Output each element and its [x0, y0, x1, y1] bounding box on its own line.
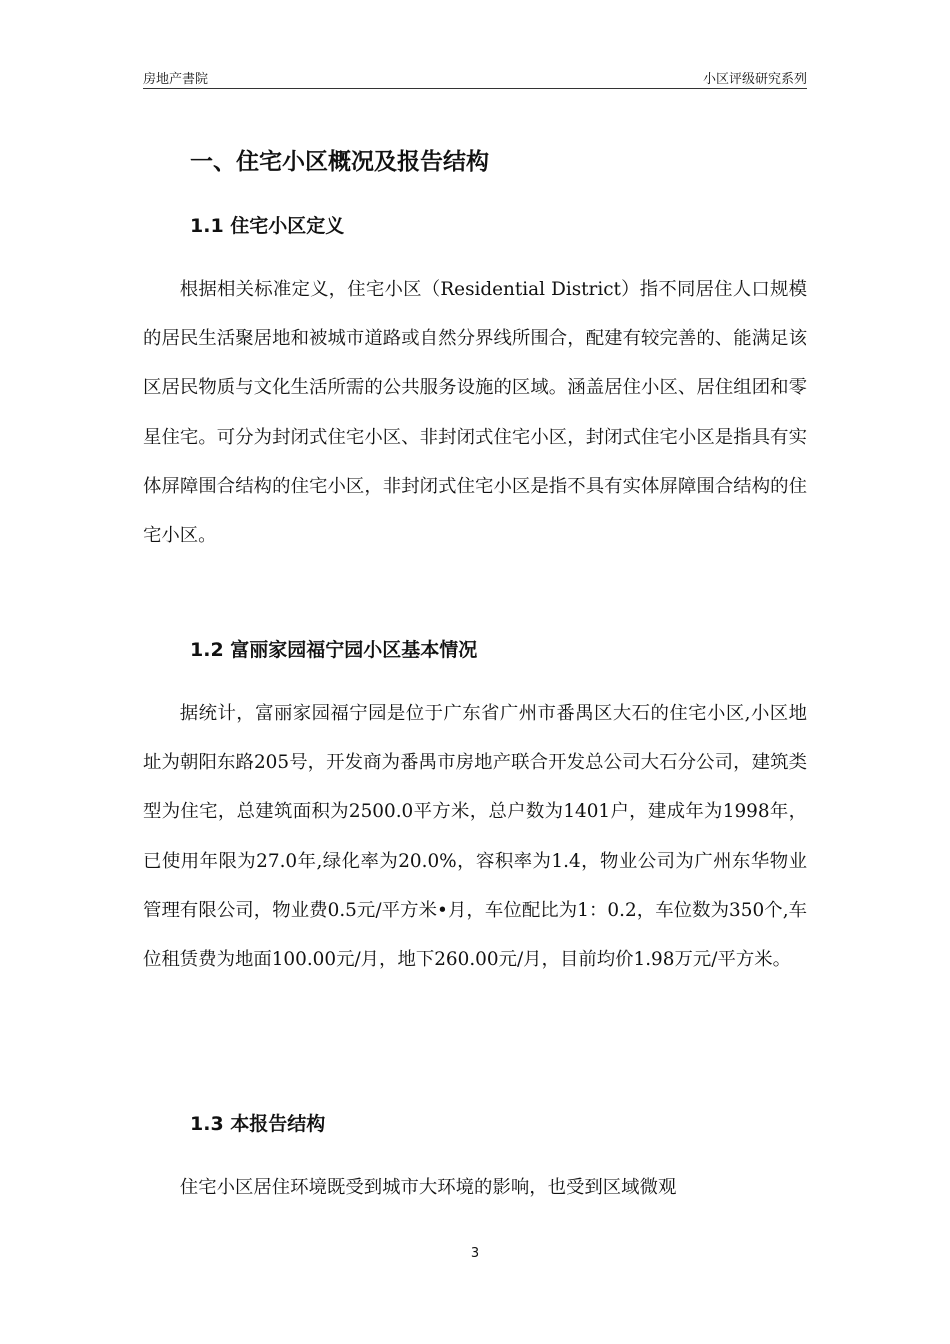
- section-title: 一、住宅小区概况及报告结构: [190, 149, 489, 175]
- page-header: [143, 66, 807, 89]
- paragraph-1-3: 住宅小区居住环境既受到城市大环境的影响，也受到区域微观: [179, 1177, 677, 1198]
- header-right-text: 小区评级研究系列: [702, 72, 807, 87]
- paragraph-1-2: 据统计，富丽家园福宁园是位于广东省广州市番禺区大石的住宅小区,小区地址为朝阳东路205号，开发商为番禺市房地产联合开发总公司大石分公司，建筑类型为住宅，总建筑面积为2500.0平方米，总户数为1401户，建成年为1998年，已使用年限为27.0年,绿化率为20.0%，容积率为1.4，物业公司为广州东华物业管理有限公司，物业费0.5元/平方米•月，车位配比为1：0.2，车位数为350个,车位租赁费为地面100.00元/月，地下260.00元/月，目前均价1.98万元/平方米。: [143, 703, 808, 971]
- heading-1-3: 1.3 本报告结构: [190, 1113, 326, 1135]
- heading-1-2: 1.2 富丽家园福宁园小区基本情况: [190, 639, 478, 661]
- header-left-text: 房地产書院: [143, 72, 209, 87]
- paragraph-1-1: 根据相关标准定义，住宅小区（Residential District）指不同居住人口规模的居民生活聚居地和被城市道路或自然分界线所围合，配建有较完善的、能满足该区居民物质与文化生活所需的公共服务设施的区域。涵盖居住小区、居住组团和零星住宅。可分为封闭式住宅小区、非封闭式住宅小区，封闭式住宅小区是指具有实体屏障围合结构的住宅小区，非封闭式住宅小区是指不具有实体屏障围合结构的住宅小区。: [143, 279, 807, 547]
- page-number: 3: [470, 1246, 480, 1261]
- heading-1-1: 1.1 住宅小区定义: [190, 215, 345, 237]
